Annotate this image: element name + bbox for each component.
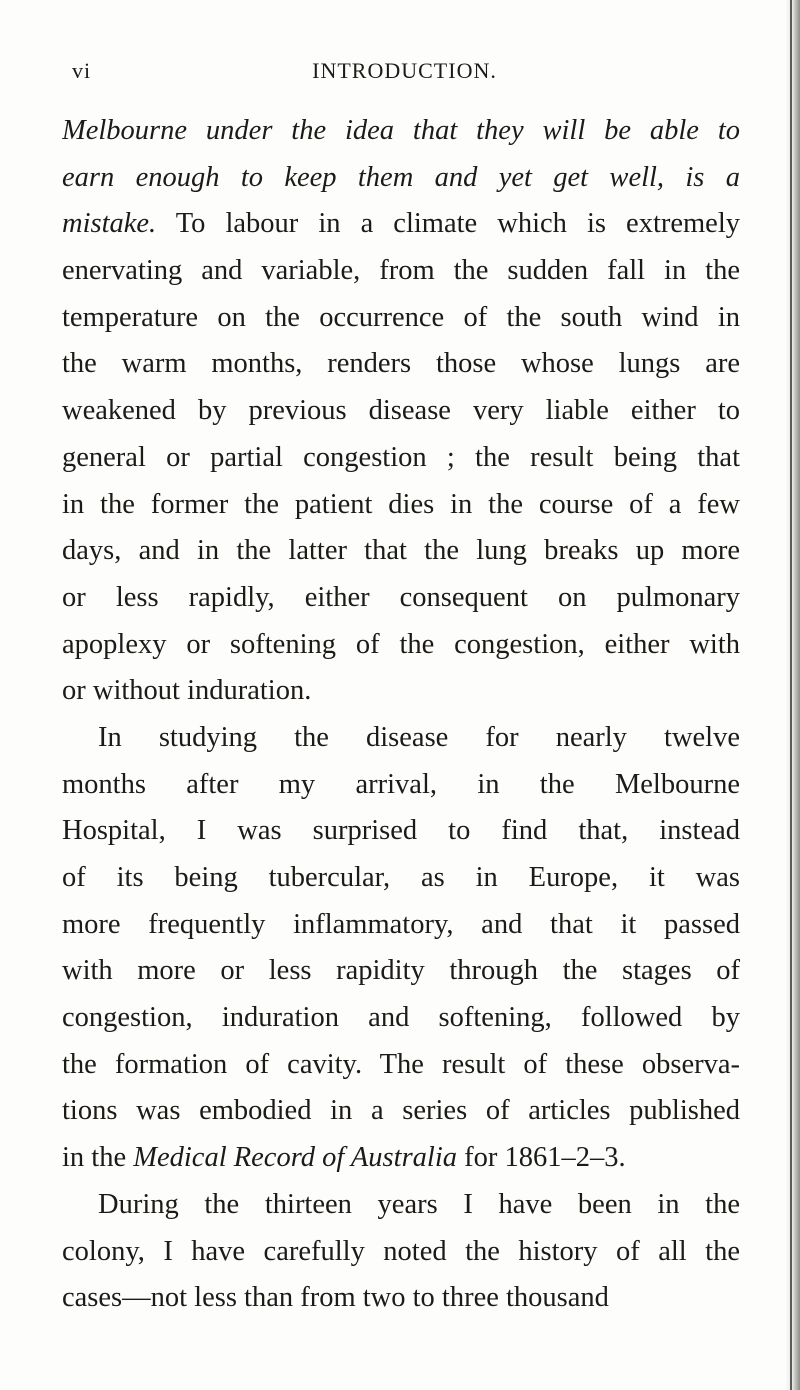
text-line bbox=[62, 155, 740, 202]
text-segment: months after my arrival, in the Melbourne bbox=[62, 768, 740, 800]
text-segment: for 1861–2–3. bbox=[457, 1142, 626, 1174]
italic-text: Medical Record of Australia bbox=[133, 1142, 457, 1174]
text-line bbox=[62, 1182, 740, 1229]
text-line bbox=[62, 948, 740, 995]
text-line bbox=[62, 668, 740, 715]
text-segment: enervating and variable, from the sudden fall in the bbox=[62, 255, 740, 287]
text-line bbox=[62, 762, 740, 809]
text-segment: of its being tubercular, as in Europe, it was bbox=[62, 862, 740, 893]
page-edge-shadow bbox=[786, 0, 800, 1390]
text-segment: with more or less rapidity through the stages of bbox=[62, 955, 740, 987]
text-segment: days, and in the latter that the lung breaks up more bbox=[62, 535, 740, 567]
text-segment: congestion, induration and softening, followed by bbox=[62, 1002, 740, 1034]
text-segment: or less rapidly, either consequent on pulmonary bbox=[62, 581, 740, 613]
text-line bbox=[62, 201, 740, 248]
text-segment: more frequently inflammatory, and that it passed bbox=[62, 908, 740, 940]
text-segment: in the former the patient dies in the course of a few bbox=[62, 488, 740, 520]
text-line bbox=[62, 435, 740, 482]
text-segment: temperature on the occurrence of the south wind in bbox=[62, 301, 740, 333]
text-segment: the formation of cavity. The result of these observa- bbox=[62, 1048, 740, 1080]
text-segment: colony, I have carefully noted the history of all the bbox=[62, 1235, 740, 1267]
page-number: vi bbox=[72, 58, 92, 83]
text-line bbox=[62, 575, 740, 622]
text-segment: cases—not less than from two to three thousand bbox=[62, 1282, 609, 1314]
text-line bbox=[62, 341, 740, 388]
text-line bbox=[62, 855, 740, 902]
text-segment: Hospital, I was surprised to find that, instead bbox=[62, 815, 740, 847]
text-segment: general or partial congestion ; the result being that bbox=[62, 441, 740, 473]
text-line bbox=[62, 995, 740, 1042]
text-segment: During the thirteen years I have been in the bbox=[98, 1188, 740, 1220]
text-line bbox=[62, 388, 740, 435]
text-segment: apoplexy or softening of the congestion, either with bbox=[62, 628, 740, 660]
text-line bbox=[62, 1042, 740, 1089]
text-line bbox=[62, 1229, 740, 1276]
italic-text: Melbourne under the idea that they will be able to bbox=[62, 115, 740, 146]
text-line bbox=[62, 808, 740, 855]
page-edge-line bbox=[790, 0, 792, 1390]
text-segment: To labour in a climate which is extremely bbox=[156, 208, 740, 240]
italic-text: mistake. bbox=[62, 208, 157, 240]
text-line bbox=[62, 1275, 740, 1322]
page-header bbox=[72, 58, 737, 90]
italic-text: earn enough to keep them and yet get well, is a bbox=[62, 161, 740, 193]
text-line bbox=[62, 482, 740, 529]
text-line bbox=[62, 528, 740, 575]
text-line bbox=[62, 295, 740, 342]
text-line bbox=[62, 108, 740, 155]
text-segment: in the bbox=[62, 1142, 134, 1174]
text-segment: weakened by previous disease very liable either to bbox=[62, 395, 740, 427]
body-text bbox=[62, 108, 740, 1322]
text-line bbox=[62, 1088, 740, 1135]
running-head: INTRODUCTION. bbox=[312, 58, 497, 83]
text-segment: In studying the disease for nearly twelve bbox=[98, 721, 740, 753]
text-line bbox=[62, 248, 740, 295]
text-line bbox=[62, 715, 740, 762]
text-segment: or without induration. bbox=[62, 675, 312, 707]
text-segment: the warm months, renders those whose lungs are bbox=[62, 348, 740, 380]
text-line bbox=[62, 902, 740, 949]
text-segment: tions was embodied in a series of articles published bbox=[62, 1095, 740, 1127]
text-line bbox=[62, 622, 740, 669]
text-line bbox=[62, 1135, 740, 1182]
